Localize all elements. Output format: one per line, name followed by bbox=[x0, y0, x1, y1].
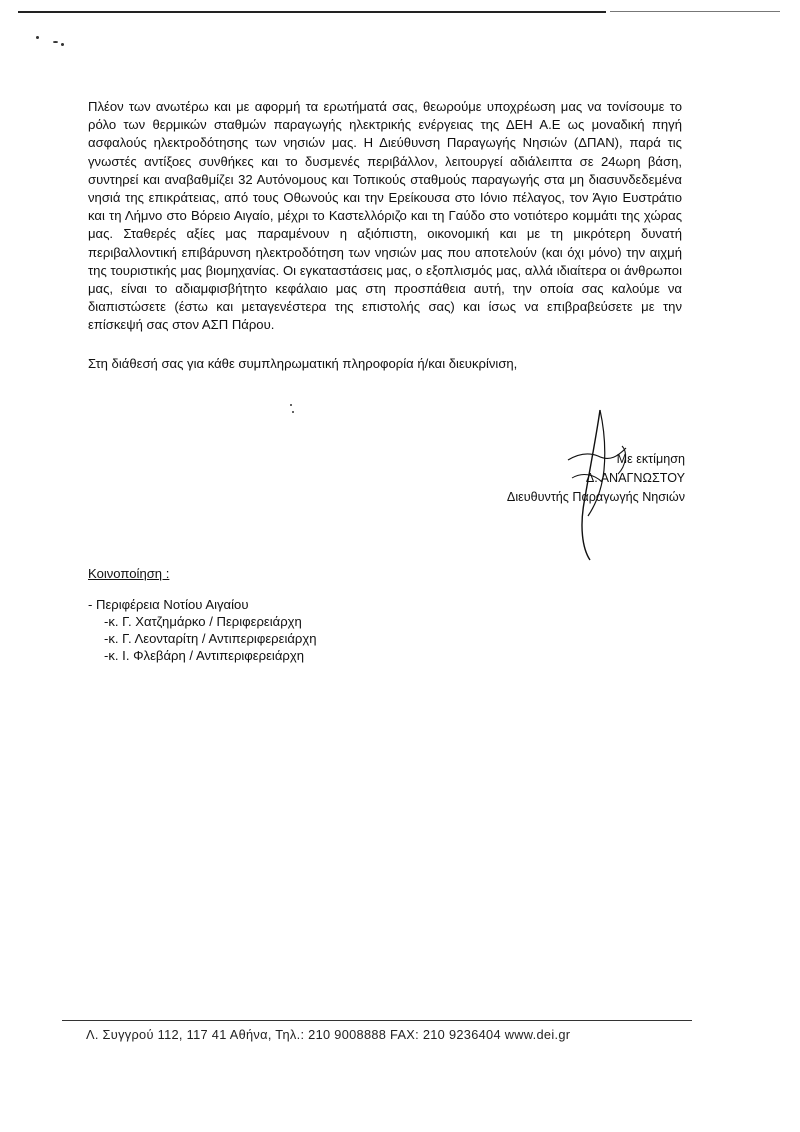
distribution-recipient: -κ. Γ. Λεονταρίτη / Αντιπεριφερειάρχη bbox=[104, 631, 317, 646]
signature-name: Δ. ΑΝΑΓΝΩΣΤΟΥ bbox=[585, 471, 685, 485]
signature-salutation: Με εκτίμηση bbox=[616, 452, 685, 466]
top-rule-tail bbox=[610, 11, 780, 12]
distribution-heading: Κοινοποίηση : bbox=[88, 566, 170, 581]
body-paragraph: Πλέον των ανωτέρω και με αφορμή τα ερωτήματά σας, θεωρούμε υποχρέωση μας να τονίσουμε το ρόλο των θερμικών σταθμών παραγωγής ηλεκτρικής ενέργειας της ΔΕΗ Α.Ε ως μοναδική πηγή ασφαλούς ηλεκτροδότησης των νησιών μας. Η Διεύθυνση Παραγωγής Νησιών (ΔΠΑΝ), παρά τις γνωστές αντίξοες συνθήκες και το δυσμενές περιβάλλον, λειτουργεί αδιάλειπτα σε 24ωρη βάση, συντηρεί και αναβαθμίζει 32 Αυτόνομους και Τοπικούς σταθμούς παραγωγής στα μη διασυνδεδεμένα νησιά της επικράτειας, από τους Οθωνούς και την Ερείκουσα στο Ιόνιο πέλαγος, τον Άγιο Ευστράτιο και τη Λήμνο στο Βόρειο Αιγαίο, μέχρι το Καστελλόριζο και τη Γαύδο στο νοτιότερο κομμάτι της χώρας μας. Σταθερές αξίες μας παραμένουν η αξιόπιστη, οικονομική και με τη μικρότερη δυνατή περιβαλλοντική επιβάρυνση ηλεκτροδότηση των νησιών μας που αποτελούν (και όχι μόνο) την αιχμή της τουριστικής μας βιομηχανίας. Οι εγκαταστάσεις μας, ο εξοπλισμός μας, αλλά ιδιαίτερα οι άνθρωποι μας, είναι το αδιαμφισβήτητο κεφάλαιο μας στη προσπάθεια αυτή, την οποία σας καλούμε να διαπιστώσετε (έστω και μεταγενέστερα της επιστολής σας) και ίσως να επιβραβεύσετε με την επίσκεψή σας στον ΑΣΠ Πάρου. bbox=[88, 99, 682, 333]
signature-block bbox=[470, 450, 685, 507]
scan-speck bbox=[36, 36, 39, 39]
distribution-recipient: -κ. Ι. Φλεβάρη / Αντιπεριφερειάρχη bbox=[104, 648, 304, 663]
scan-speck bbox=[53, 41, 58, 43]
distribution-list bbox=[88, 596, 317, 664]
top-rule bbox=[18, 11, 606, 13]
distribution-recipient: -κ. Γ. Χατζημάρκο / Περιφερειάρχη bbox=[104, 614, 302, 629]
distribution-organization: - Περιφέρεια Νοτίου Αιγαίου bbox=[88, 597, 249, 612]
footer-rule bbox=[62, 1020, 692, 1021]
scan-speck bbox=[61, 43, 64, 46]
signature-title: Διευθυντής Παραγωγής Νησιών bbox=[506, 490, 685, 504]
scan-speck bbox=[292, 411, 294, 413]
scan-speck bbox=[290, 404, 292, 406]
closing-line: Στη διάθεσή σας για κάθε συμπληρωματική πληροφορία ή/και διευκρίνιση, bbox=[88, 356, 518, 371]
footer-address: Λ. Συγγρού 112, 117 41 Αθήνα, Τηλ.: 210 9008888 FAX: 210 9236404 www.dei.gr bbox=[86, 1027, 571, 1042]
